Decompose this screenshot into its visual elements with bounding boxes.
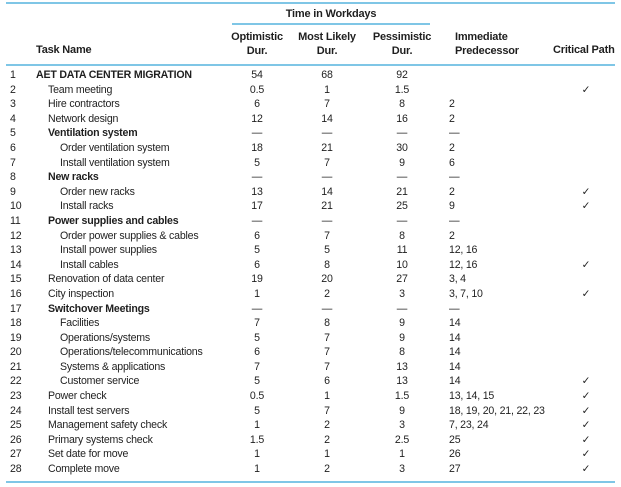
table-row: [0, 389, 621, 404]
immediate-predecessor: 12, 16: [449, 258, 478, 271]
task-number: 18: [10, 317, 22, 330]
group-header-rule: [232, 23, 430, 25]
immediate-predecessor: —: [449, 171, 460, 184]
task-number: 23: [10, 390, 22, 403]
most-likely-duration: 7: [324, 156, 330, 169]
task-name: New racks: [48, 171, 99, 184]
immediate-predecessor: 2: [449, 141, 455, 154]
most-likely-duration: 20: [321, 273, 333, 286]
header-rule: [6, 64, 615, 66]
optimistic-duration: 1: [254, 448, 260, 461]
task-number: 7: [10, 156, 16, 169]
table-row: [0, 345, 621, 360]
task-name: Order ventilation system: [60, 141, 170, 154]
task-name: Install cables: [60, 258, 119, 271]
table-row: [0, 229, 621, 244]
task-name: Operations/telecommunications: [60, 346, 203, 359]
most-likely-duration: 5: [324, 244, 330, 257]
pessimistic-duration: 9: [399, 404, 405, 417]
most-likely-duration: 6: [324, 375, 330, 388]
optimistic-duration: 7: [254, 317, 260, 330]
immediate-predecessor: —: [449, 214, 460, 227]
pessimistic-duration: 30: [396, 141, 408, 154]
table-row: [0, 97, 621, 112]
task-number: 24: [10, 404, 22, 417]
pessimistic-header-line2: Dur.: [391, 45, 413, 57]
immediate-predecessor: 14: [449, 346, 461, 359]
predecessor-header-line1: Immediate: [455, 31, 508, 43]
task-number: 3: [10, 98, 16, 111]
most-likely-duration: 1: [324, 83, 330, 96]
optimistic-duration: —: [251, 214, 263, 227]
critical-path-check: ✓: [581, 448, 591, 461]
immediate-predecessor: 27: [449, 463, 461, 476]
task-number: 9: [10, 185, 16, 198]
table-row: [0, 170, 621, 185]
pessimistic-duration: 9: [399, 156, 405, 169]
most-likely-duration: 68: [321, 69, 333, 81]
optimistic-duration: 6: [254, 258, 260, 271]
task-name: City inspection: [48, 287, 114, 300]
pessimistic-duration: 16: [396, 112, 408, 125]
task-number: 26: [10, 433, 22, 446]
most-likely-duration: 21: [321, 141, 333, 154]
immediate-predecessor: 18, 19, 20, 21, 22, 23: [449, 404, 545, 417]
table-row: [0, 374, 621, 389]
pessimistic-duration: 1: [399, 448, 405, 461]
most-likely-duration: 14: [321, 112, 333, 125]
task-name: Order power supplies & cables: [60, 229, 199, 242]
table-row: [0, 156, 621, 171]
pessimistic-duration: 3: [399, 287, 405, 300]
task-number: 14: [10, 258, 22, 271]
immediate-predecessor: 13, 14, 15: [449, 390, 495, 403]
pessimistic-duration: 8: [399, 346, 405, 359]
most-likely-duration: 7: [324, 360, 330, 373]
critical-path-check: ✓: [581, 404, 591, 417]
optimistic-header-line2: Dur.: [246, 45, 268, 57]
immediate-predecessor: 3, 4: [449, 273, 466, 286]
task-name: Operations/systems: [60, 331, 151, 344]
task-name: Ventilation system: [48, 127, 138, 140]
optimistic-duration: 5: [254, 375, 260, 388]
task-number: 22: [10, 375, 22, 388]
most-likely-duration: 7: [324, 98, 330, 111]
table-row: [0, 112, 621, 127]
table-row: [0, 141, 621, 156]
most-likely-duration: —: [321, 127, 333, 140]
pessimistic-duration: 21: [396, 185, 408, 198]
table-row: [0, 418, 621, 433]
pessimistic-duration: 25: [396, 200, 408, 213]
task-name: Install ventilation system: [60, 156, 170, 169]
most-likely-duration: —: [321, 214, 333, 227]
pessimistic-duration: 8: [399, 98, 405, 111]
optimistic-duration: —: [251, 302, 263, 315]
critical-path-check: ✓: [581, 83, 591, 96]
pessimistic-header: [364, 30, 440, 58]
task-number: 4: [10, 112, 16, 125]
pessimistic-duration: —: [396, 127, 408, 140]
predecessor-header-line2: Predecessor: [455, 45, 519, 57]
task-number: 16: [10, 287, 22, 300]
optimistic-duration: 6: [254, 346, 260, 359]
table-row: [0, 462, 621, 477]
immediate-predecessor: 2: [449, 98, 455, 111]
task-number: 12: [10, 229, 22, 242]
pessimistic-duration: 10: [396, 258, 408, 271]
table-row: [0, 272, 621, 287]
task-number: 11: [10, 214, 21, 227]
pessimistic-duration: 11: [396, 244, 408, 257]
optimistic-duration: 5: [254, 244, 260, 257]
task-name: Install test servers: [48, 404, 130, 417]
immediate-predecessor: 7, 23, 24: [449, 419, 489, 432]
task-name: Install racks: [60, 200, 114, 213]
table-row: [0, 404, 621, 419]
optimistic-duration: 5: [254, 331, 260, 344]
optimistic-header-line1: Optimistic: [231, 31, 283, 43]
most-likely-header-line2: Dur.: [316, 45, 338, 57]
task-number: 19: [10, 331, 22, 344]
pessimistic-duration: —: [396, 171, 408, 184]
task-name: Set date for move: [48, 448, 129, 461]
optimistic-duration: 1: [254, 463, 260, 476]
table-row: [0, 287, 621, 302]
task-number: 15: [10, 273, 22, 286]
most-likely-duration: 1: [324, 390, 330, 403]
optimistic-duration: —: [251, 127, 263, 140]
task-number: 28: [10, 463, 22, 476]
task-name: Switchover Meetings: [48, 302, 150, 315]
immediate-predecessor: 14: [449, 360, 461, 373]
optimistic-header: [220, 30, 294, 58]
optimistic-duration: 19: [251, 273, 263, 286]
optimistic-duration: 1: [254, 419, 260, 432]
optimistic-duration: —: [251, 171, 263, 184]
pessimistic-duration: 2.5: [394, 433, 410, 446]
most-likely-duration: 2: [324, 433, 330, 446]
task-name: Order new racks: [60, 185, 135, 198]
task-name: Install power supplies: [60, 244, 157, 257]
task-name: Systems & applications: [60, 360, 166, 373]
pessimistic-duration: 1.5: [394, 83, 410, 96]
time-in-workdays-header: Time in Workdays: [285, 8, 377, 20]
pessimistic-header-line1: Pessimistic: [372, 31, 432, 43]
task-number: 20: [10, 346, 22, 359]
critical-path-check: ✓: [581, 287, 591, 300]
immediate-predecessor: 2: [449, 185, 455, 198]
task-number: 27: [10, 448, 22, 461]
most-likely-duration: 21: [321, 200, 333, 213]
task-number: 5: [10, 127, 16, 140]
predecessor-header: [455, 30, 519, 58]
immediate-predecessor: 3, 7, 10: [449, 287, 483, 300]
critical-path-check: ✓: [581, 200, 591, 213]
critical-path-check: ✓: [581, 390, 591, 403]
task-number: 8: [10, 171, 16, 184]
task-name: Customer service: [60, 375, 140, 388]
most-likely-duration: 1: [324, 448, 330, 461]
immediate-predecessor: 14: [449, 375, 461, 388]
immediate-predecessor: 2: [449, 112, 455, 125]
most-likely-duration: 8: [324, 317, 330, 330]
task-name: Power check: [48, 390, 107, 403]
most-likely-duration: 2: [324, 419, 330, 432]
most-likely-duration: —: [321, 171, 333, 184]
optimistic-duration: 18: [251, 141, 263, 154]
pessimistic-duration: 1.5: [394, 390, 410, 403]
critical-path-check: ✓: [581, 419, 591, 432]
immediate-predecessor: 6: [449, 156, 455, 169]
table-row: [0, 243, 621, 258]
task-number: 10: [10, 200, 22, 213]
table-row: [0, 316, 621, 331]
critical-path-check: ✓: [581, 258, 591, 271]
table-row: [0, 447, 621, 462]
immediate-predecessor: 9: [449, 200, 455, 213]
most-likely-header-line1: Most Likely: [298, 31, 356, 43]
most-likely-duration: 2: [324, 463, 330, 476]
table-row: [0, 302, 621, 317]
task-number: 1: [10, 69, 16, 81]
task-name: Complete move: [48, 463, 120, 476]
critical-path-check: ✓: [581, 375, 591, 388]
pessimistic-duration: 9: [399, 317, 405, 330]
optimistic-duration: 5: [254, 404, 260, 417]
most-likely-duration: 7: [324, 331, 330, 344]
task-table-body: [0, 68, 621, 477]
immediate-predecessor: 25: [449, 433, 461, 446]
table-row: [0, 185, 621, 200]
pessimistic-duration: 8: [399, 229, 405, 242]
task-name: Hire contractors: [48, 98, 120, 111]
most-likely-duration: 7: [324, 404, 330, 417]
table-row: [0, 360, 621, 375]
most-likely-duration: —: [321, 302, 333, 315]
task-number: 21: [10, 360, 22, 373]
pessimistic-duration: —: [396, 302, 408, 315]
pessimistic-duration: 3: [399, 463, 405, 476]
pessimistic-duration: 3: [399, 419, 405, 432]
top-rule: [6, 2, 615, 4]
pessimistic-duration: 13: [396, 375, 408, 388]
most-likely-duration: 7: [324, 346, 330, 359]
pessimistic-duration: 27: [396, 273, 408, 286]
table-row: [0, 68, 621, 83]
bottom-rule: [6, 481, 615, 483]
immediate-predecessor: 14: [449, 317, 461, 330]
table-row: [0, 433, 621, 448]
table-row: [0, 214, 621, 229]
optimistic-duration: 12: [251, 112, 263, 125]
immediate-predecessor: 2: [449, 229, 455, 242]
optimistic-duration: 6: [254, 229, 260, 242]
most-likely-duration: 8: [324, 258, 330, 271]
optimistic-duration: 13: [251, 185, 263, 198]
task-name: Management safety check: [48, 419, 168, 432]
optimistic-duration: 7: [254, 360, 260, 373]
critical-path-check: ✓: [581, 463, 591, 476]
task-number: 2: [10, 83, 16, 96]
optimistic-duration: 1: [254, 287, 260, 300]
immediate-predecessor: 26: [449, 448, 461, 461]
task-name: Power supplies and cables: [48, 214, 179, 227]
pessimistic-duration: 13: [396, 360, 408, 373]
most-likely-header: [292, 30, 362, 58]
optimistic-duration: 0.5: [249, 390, 265, 403]
task-name-header: Task Name: [36, 44, 92, 56]
task-name: Renovation of data center: [48, 273, 165, 286]
immediate-predecessor: —: [449, 302, 460, 315]
table-row: [0, 331, 621, 346]
critical-path-check: ✓: [581, 433, 591, 446]
task-name: Team meeting: [48, 83, 113, 96]
optimistic-duration: 0.5: [249, 83, 265, 96]
task-name: AET DATA CENTER MIGRATION: [36, 69, 192, 81]
table-row: [0, 83, 621, 98]
pessimistic-duration: 92: [396, 69, 408, 81]
optimistic-duration: 17: [251, 200, 263, 213]
most-likely-duration: 14: [321, 185, 333, 198]
most-likely-duration: 2: [324, 287, 330, 300]
task-number: 25: [10, 419, 22, 432]
task-number: 6: [10, 141, 16, 154]
immediate-predecessor: 12, 16: [449, 244, 478, 257]
task-name: Network design: [48, 112, 119, 125]
most-likely-duration: 7: [324, 229, 330, 242]
immediate-predecessor: —: [449, 127, 460, 140]
optimistic-duration: 5: [254, 156, 260, 169]
critical-path-check: ✓: [581, 185, 591, 198]
table-row: [0, 126, 621, 141]
optimistic-duration: 6: [254, 98, 260, 111]
task-name: Facilities: [60, 317, 100, 330]
pessimistic-duration: 9: [399, 331, 405, 344]
table-row: [0, 258, 621, 273]
immediate-predecessor: 14: [449, 331, 461, 344]
task-number: 17: [10, 302, 22, 315]
critical-path-header: Critical Path: [553, 44, 615, 56]
table-row: [0, 199, 621, 214]
task-name: Primary systems check: [48, 433, 153, 446]
optimistic-duration: 1.5: [249, 433, 265, 446]
task-number: 13: [10, 244, 22, 257]
optimistic-duration: 54: [251, 69, 263, 81]
pessimistic-duration: —: [396, 214, 408, 227]
